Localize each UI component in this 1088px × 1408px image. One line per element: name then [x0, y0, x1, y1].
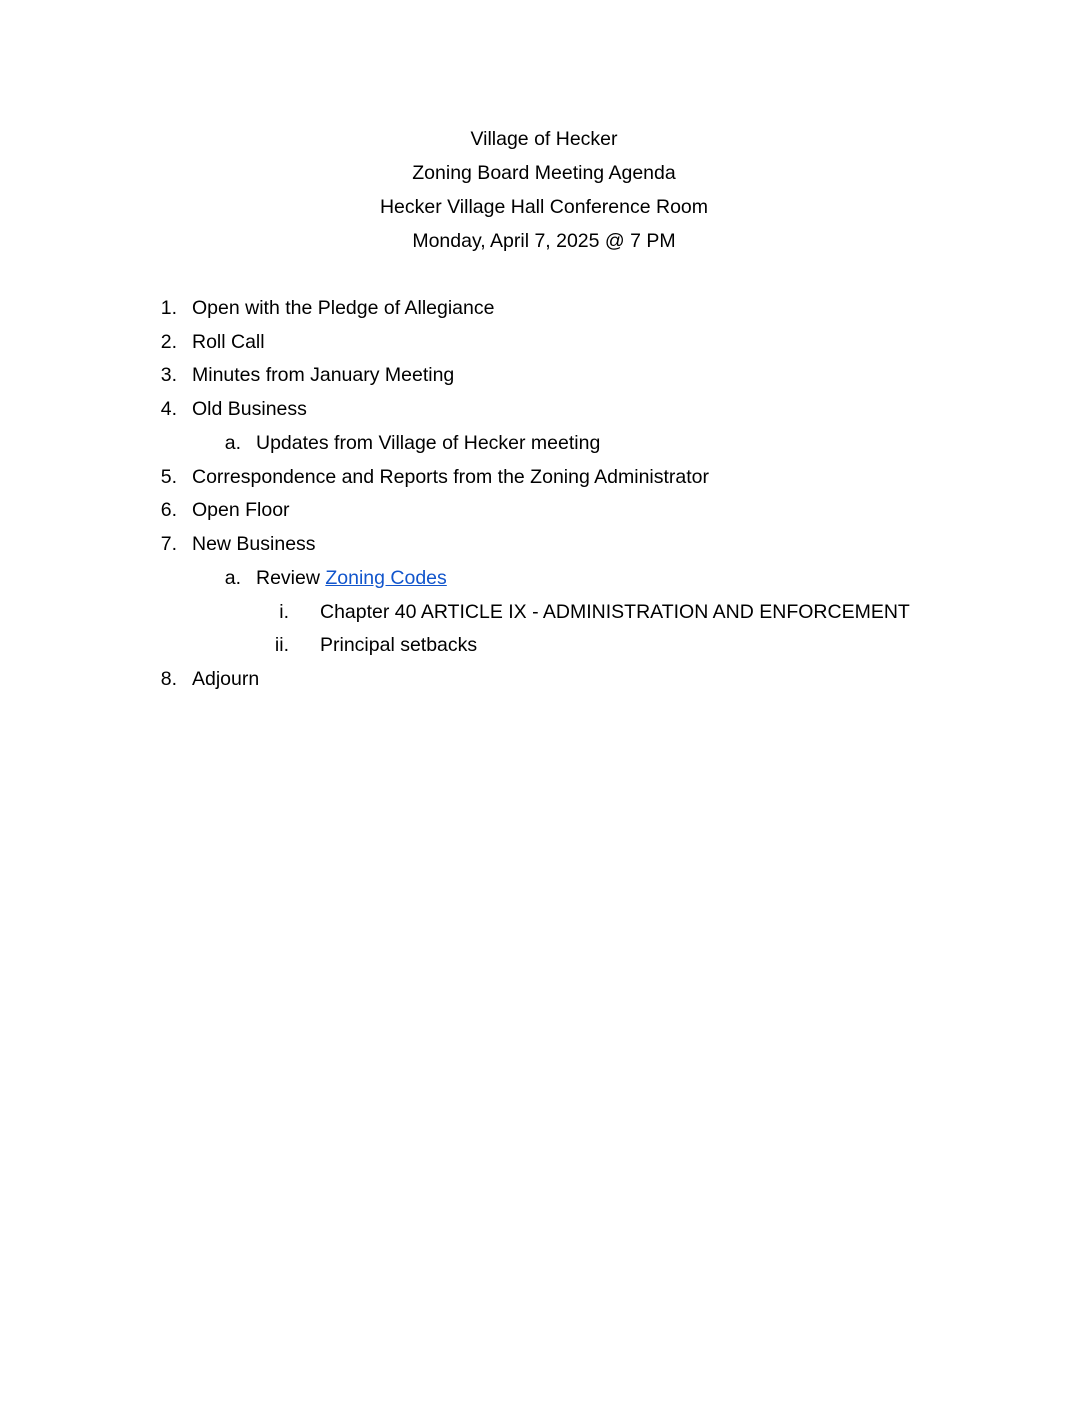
agenda-item-number: 4. — [160, 398, 177, 420]
agenda-item-number: 3. — [160, 364, 177, 386]
agenda-subitem-roman: ii. — [274, 634, 289, 656]
agenda-subitem-text: Principal setbacks — [320, 634, 478, 656]
agenda-item-text: New Business — [192, 533, 316, 555]
agenda-item-number: 5. — [160, 466, 177, 488]
header-village-name: Village of Hecker — [470, 128, 618, 150]
agenda-item-number: 2. — [160, 331, 177, 353]
agenda-item-number: 8. — [160, 668, 177, 690]
agenda-subitem-letter: a. — [224, 432, 241, 454]
review-label: Review — [256, 567, 326, 589]
agenda-item-number: 1. — [160, 297, 177, 319]
agenda-item-number: 6. — [160, 499, 177, 521]
agenda-item-text: Adjourn — [192, 668, 260, 690]
agenda-item-text: Correspondence and Reports from the Zoning Administrator — [192, 466, 710, 488]
agenda-item-text: Open Floor — [192, 499, 290, 521]
header-meeting-title: Zoning Board Meeting Agenda — [412, 162, 676, 184]
agenda-subitem-text — [256, 566, 447, 590]
agenda-item-text: Old Business — [192, 398, 307, 420]
header-date-time: Monday, April 7, 2025 @ 7 PM — [412, 230, 676, 252]
agenda-item-number: 7. — [160, 533, 177, 555]
agenda-item-text: Minutes from January Meeting — [192, 364, 455, 386]
agenda-subitem-letter: a. — [224, 567, 241, 589]
agenda-subitem-roman: i. — [279, 601, 289, 623]
zoning-codes-link[interactable]: Zoning Codes — [325, 567, 447, 589]
agenda-item-text: Open with the Pledge of Allegiance — [192, 297, 495, 319]
header-location: Hecker Village Hall Conference Room — [379, 196, 709, 218]
agenda-subitem-text: Chapter 40 ARTICLE IX - ADMINISTRATION AND ENFORCEMENT — [320, 601, 910, 623]
agenda-subitem-text: Updates from Village of Hecker meeting — [256, 432, 601, 454]
agenda-item-text: Roll Call — [192, 331, 265, 353]
